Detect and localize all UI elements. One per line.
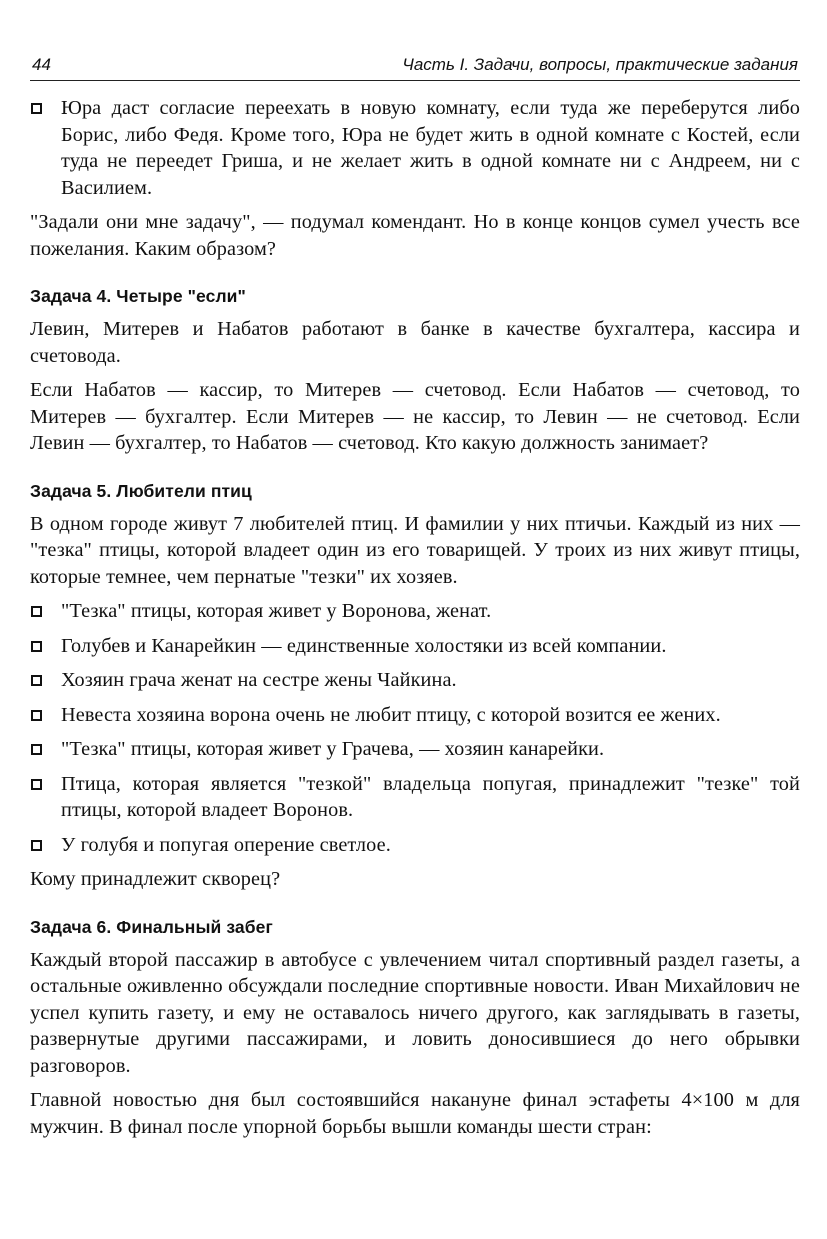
section-heading-task5: Задача 5. Любители птиц — [30, 480, 252, 501]
list-item-text: Птица, которая является "тезкой" владельца попугая, принадлежит "тезке" той птицы, которой владеет Воронов. — [61, 772, 800, 821]
checkbox-bullet-icon — [31, 710, 42, 721]
paragraph: Кому принадлежит скворец? — [30, 868, 281, 890]
checkbox-bullet-icon — [31, 103, 42, 114]
checkbox-bullet-icon — [31, 675, 42, 686]
list-item — [30, 771, 800, 824]
running-header — [30, 54, 800, 81]
checkbox-bullet-icon — [31, 641, 42, 652]
list-item — [30, 832, 800, 859]
book-page — [30, 54, 800, 1148]
checkbox-bullet-icon — [31, 779, 42, 790]
list-item — [30, 736, 800, 763]
section-heading-task6: Задача 6. Финальный забег — [30, 916, 273, 937]
list-item — [30, 633, 800, 660]
page-number: 44 — [32, 55, 51, 74]
paragraph: Каждый второй пассажир в автобусе с увлечением читал спортивный раздел газеты, а остальные оживленно обсуждали последние спортивные новости. Иван Михайлович не успел купить газету, и ему не оставалось ничего другого, как заглядывать в газеты, развернутые другими пассажирами, и ловить доносившиеся до него обрывки разговоров. — [30, 948, 800, 1077]
running-title: Часть I. Задачи, вопросы, практические задания — [402, 55, 798, 74]
list-item — [30, 702, 800, 729]
list-item — [30, 598, 800, 625]
list-item-text: "Тезка" птицы, которая живет у Грачева, — хозяин канарейки. — [61, 738, 605, 760]
list-item — [30, 95, 800, 201]
list-item-text: У голубя и попугая оперение светлое. — [61, 833, 391, 856]
paragraph: "Задали они мне задачу", — подумал комендант. Но в конце концов сумел учесть все пожелания. Каким образом? — [30, 211, 800, 260]
paragraph: Левин, Митерев и Набатов работают в банке в качестве бухгалтера, кассира и счетовода. — [30, 318, 800, 367]
checkbox-bullet-icon — [31, 606, 42, 617]
checkbox-bullet-icon — [31, 840, 42, 851]
page-content — [30, 95, 800, 1140]
list-item — [30, 667, 800, 694]
list-item-text: Хозяин грача женат на сестре жены Чайкина. — [61, 669, 457, 691]
paragraph: Если Набатов — кассир, то Митерев — счетовод. Если Набатов — счетовод, то Митерев — бухгалтер. Если Митерев — не кассир, то Левин — не счетовод. Если Левин — бухгалтер, то Набатов — счетовод. Кто какую должность занимает? — [30, 379, 800, 454]
checkbox-bullet-icon — [31, 744, 42, 755]
paragraph: Главной новостью дня был состоявшийся накануне финал эстафеты 4×100 м для мужчин. В финал после упорной борьбы вышли команды шести стран: — [30, 1089, 800, 1138]
list-item-text: Невеста хозяина ворона очень не любит птицу, с которой возится ее жених. — [61, 703, 721, 726]
list-item-text: Юра даст согласие переехать в новую комнату, если туда же переберутся либо Борис, либо Федя. Кроме того, Юра не будет жить в одной комнате с Костей, если туда не переедет Гриша, и не желает жить в одной комнате ни с Андреем, ни с Василием. — [61, 97, 800, 199]
paragraph: В одном городе живут 7 любителей птиц. И фамилии у них птичьи. Каждый из них — "тезка" птицы, которой владеет один из его товарищей. У троих из них живут птицы, которые темнее, чем пернатые "тезки" их хозяев. — [30, 512, 800, 588]
list-item-text: Голубев и Канарейкин — единственные холостяки из всей компании. — [61, 634, 667, 657]
list-item-text: "Тезка" птицы, которая живет у Воронова, женат. — [61, 600, 492, 622]
section-heading-task4: Задача 4. Четыре "если" — [30, 286, 246, 306]
